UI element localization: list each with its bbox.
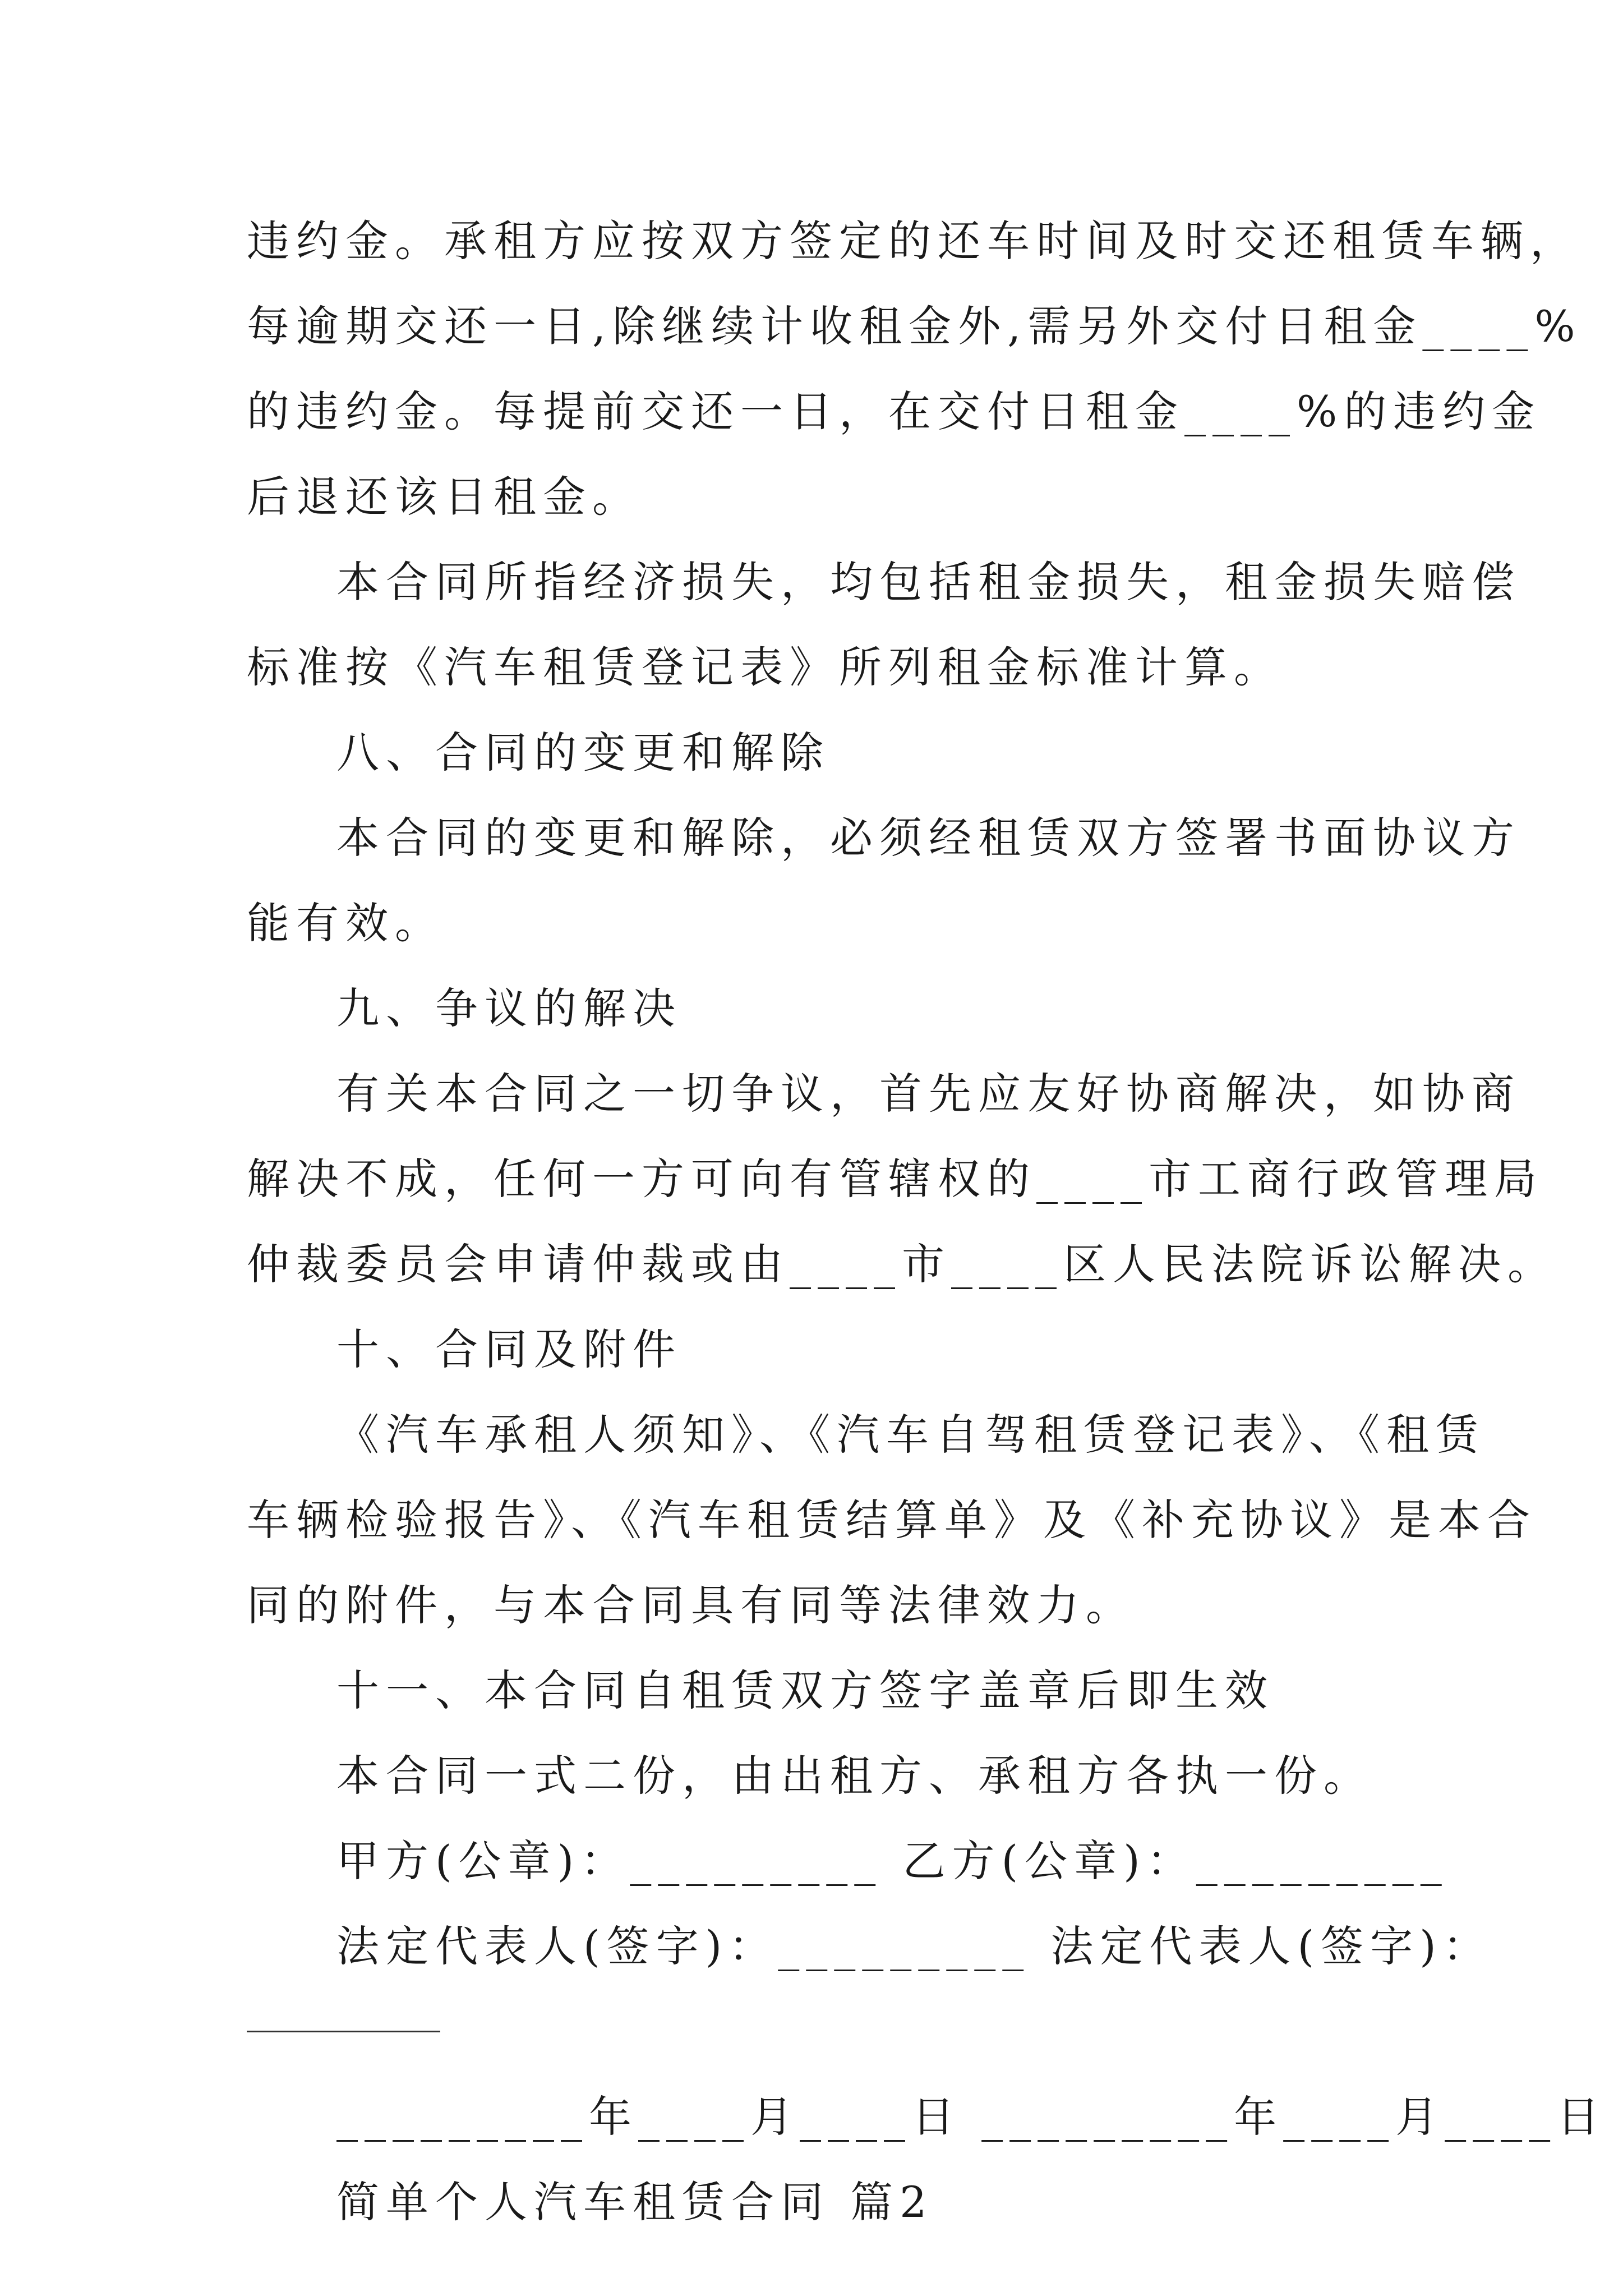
signature-line: 甲方(公章)：_________ 乙方(公章)：_________: [336, 1836, 1449, 1886]
paragraph-line: 本合同一式二份，由出租方、承租方各执一份。: [336, 1751, 1373, 1801]
paragraph-line: 违约金。承租方应按双方签定的还车时间及时交还租赁车辆，: [247, 216, 1579, 266]
paragraph-line: 车辆检验报告》、《汽车租赁结算单》及《补充协议》是本合: [247, 1495, 1537, 1545]
next-section-title: 简单个人汽车租赁合同 篇2: [336, 2177, 934, 2227]
paragraph-line: 本合同所指经济损失，均包括租金损失，租金损失赔偿: [336, 557, 1521, 607]
paragraph-line: 每逾期交还一日,除继续计收租金外,需另外交付日租金____%: [247, 301, 1582, 351]
paragraph-line: 仲裁委员会申请仲裁或由____市____区人民法院诉讼解决。: [247, 1239, 1557, 1289]
section-heading: 八、合同的变更和解除: [336, 728, 830, 777]
paragraph-line: 能有效。: [247, 898, 444, 948]
date-line: _________年____月____日 _________年____月____日: [336, 2092, 1607, 2142]
paragraph-line: 有关本合同之一切争议，首先应友好协商解决，如协商: [336, 1069, 1521, 1119]
paragraph-line: 后退还该日租金。: [247, 472, 642, 522]
section-heading: 十一、本合同自租赁双方签字盖章后即生效: [336, 1665, 1274, 1715]
section-heading: 九、争议的解决: [336, 983, 682, 1033]
paragraph-line: 同的附件，与本合同具有同等法律效力。: [247, 1580, 1135, 1630]
section-heading: 十、合同及附件: [336, 1324, 682, 1374]
paragraph-line: 本合同的变更和解除，必须经租赁双方签署书面协议方: [336, 813, 1521, 863]
signature-line: 法定代表人(签字)：_________ 法定代表人(签字)：: [336, 1921, 1492, 1971]
signature-blank-rule: [247, 2031, 440, 2032]
paragraph-line: 标准按《汽车租赁登记表》所列租金标准计算。: [247, 642, 1283, 692]
paragraph-line: 解决不成，任何一方可向有管辖权的____市工商行政管理局: [247, 1154, 1543, 1204]
paragraph-line: 《汽车承租人须知》、《汽车自驾租赁登记表》、《租赁: [336, 1410, 1485, 1460]
paragraph-line: 的违约金。每提前交还一日，在交付日租金____%的违约金: [247, 386, 1542, 436]
